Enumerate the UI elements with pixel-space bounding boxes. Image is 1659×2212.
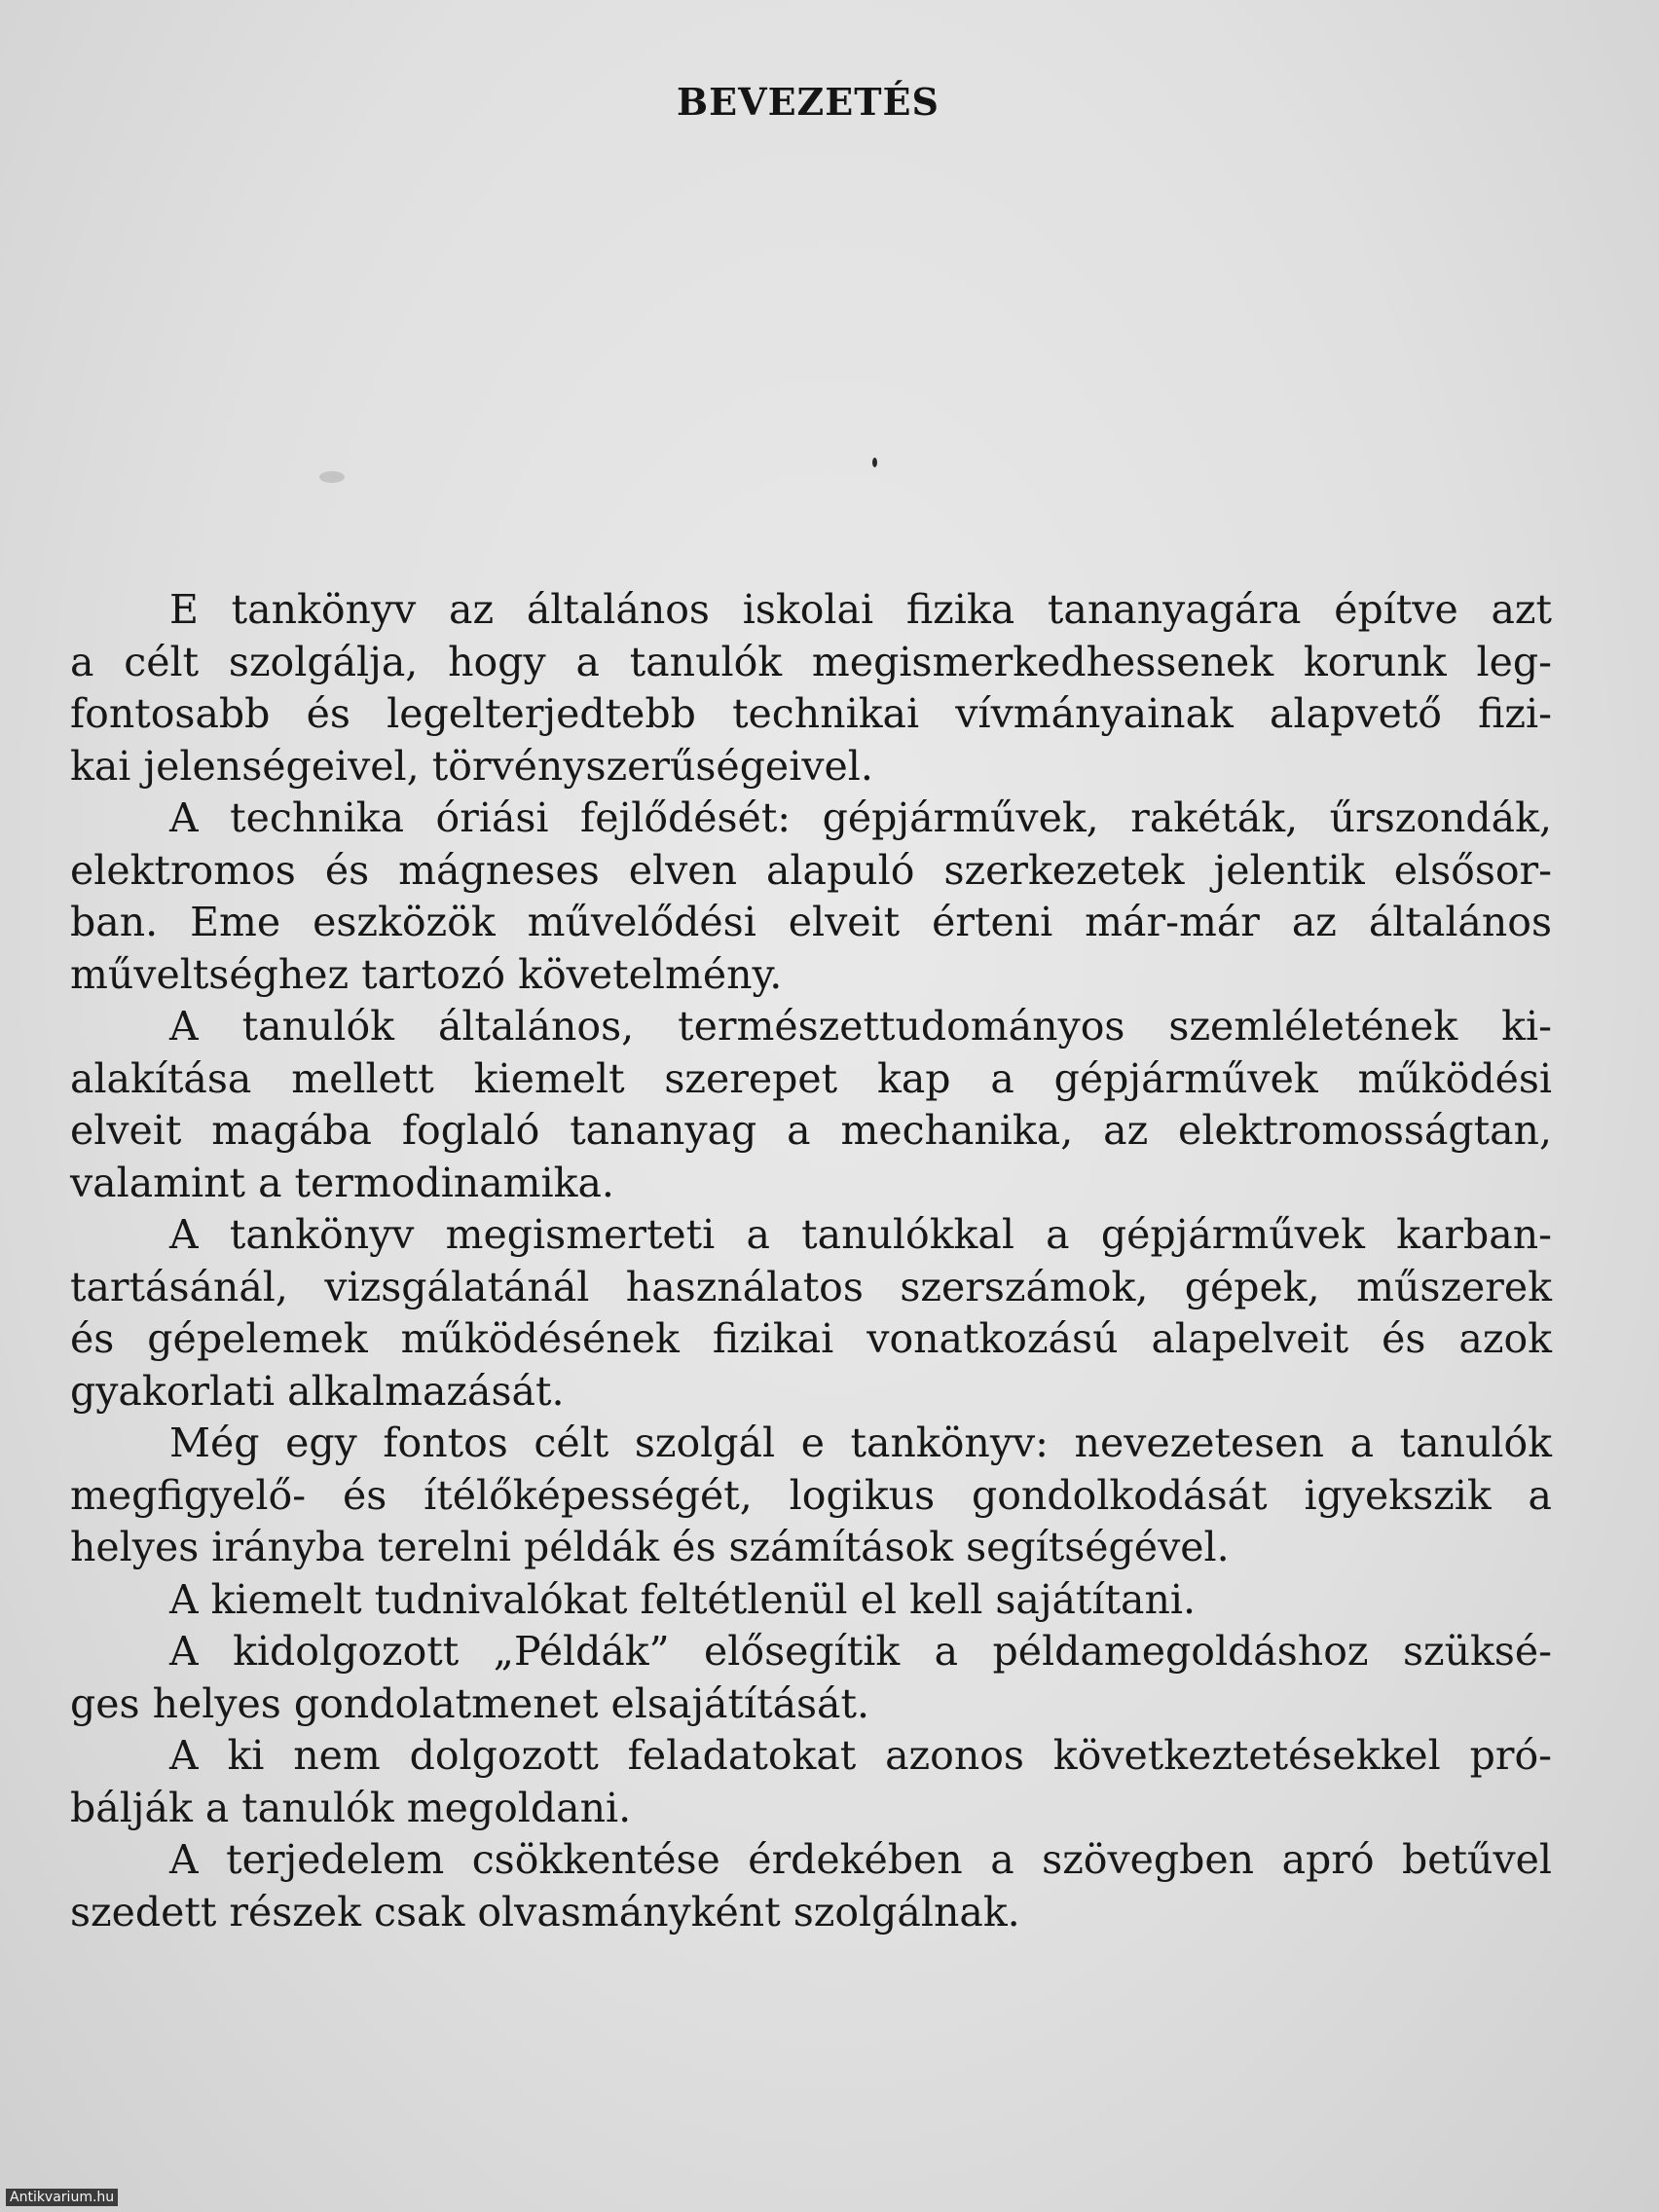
text-line: bálják a tanulók megoldani. xyxy=(70,1784,632,1831)
text-line: szedett részek csak olvasmányként szolgálnak. xyxy=(70,1888,1020,1936)
text-line: alakítása mellett kiemelt szerepet kap a gépjárművek működési xyxy=(70,1054,1552,1102)
text-line: ges helyes gondolatmenet elsajátítását. xyxy=(70,1679,870,1727)
text-line: ban. Eme eszközök művelődési elveit érteni már-már az általános xyxy=(70,899,1552,945)
text-line: A tankönyv megismerteti a tanulókkal a gépjárművek karban- xyxy=(169,1211,1552,1258)
text-line: helyes irányba terelni példák és számítások segítségével. xyxy=(70,1524,1230,1570)
text-line: A ki nem dolgozott feladatokat azonos következtetésekkel pró- xyxy=(169,1732,1552,1779)
text-line: A technika óriási fejlődését: gépjárművek, rakéták, űrszondák, xyxy=(169,794,1552,841)
watermark: Antikvarium.hu xyxy=(6,2189,118,2206)
text-line: és gépelemek működésének fizikai vonatkozású alapelveit és azok xyxy=(70,1315,1552,1362)
text-line: A tanulók általános, természettudományos szemléletének ki- xyxy=(169,1003,1552,1050)
text-line: gyakorlati alkalmazását. xyxy=(70,1367,565,1415)
page-title: BEVEZETÉS xyxy=(677,80,940,124)
text-line: elektromos és mágneses elven alapuló szerkezetek jelentik elsősor- xyxy=(70,846,1552,894)
text-line: megfigyelő- és ítélőképességét, logikus gondolkodását igyekszik a xyxy=(70,1471,1552,1519)
introduction-text xyxy=(70,584,1552,1938)
text-line: a célt szolgálja, hogy a tanulók megismerkedhessenek korunk leg- xyxy=(70,638,1552,685)
text-line: A kiemelt tudnivalókat feltétlenül el kell sajátítani. xyxy=(169,1575,1197,1623)
text-line: valamint a termodinamika. xyxy=(70,1159,614,1206)
ink-smudge xyxy=(319,471,345,483)
text-line: E tankönyv az általános iskolai fizika tananyagára építve azt xyxy=(169,586,1552,633)
text-line: kai jelenségeivel, törvényszerűségeivel. xyxy=(70,742,873,790)
text-line: műveltséghez tartozó követelmény. xyxy=(70,950,783,998)
text-line: Még egy fontos célt szolgál e tankönyv: nevezetesen a tanulók xyxy=(169,1419,1552,1466)
ink-speck xyxy=(872,458,877,467)
text-line: A kidolgozott „Példák” elősegítik a példamegoldáshoz szüksé- xyxy=(169,1628,1552,1675)
text-line: elveit magába foglaló tananyag a mechanika, az elektromosságtan, xyxy=(70,1107,1552,1154)
text-line: A terjedelem csökkentése érdekében a szövegben apró betűvel xyxy=(169,1836,1552,1883)
text-line: tartásánál, vizsgálatánál használatos szerszámok, gépek, műszerek xyxy=(70,1263,1552,1310)
text-line: fontosabb és legelterjedtebb technikai vívmányainak alapvető fizi- xyxy=(70,690,1552,737)
